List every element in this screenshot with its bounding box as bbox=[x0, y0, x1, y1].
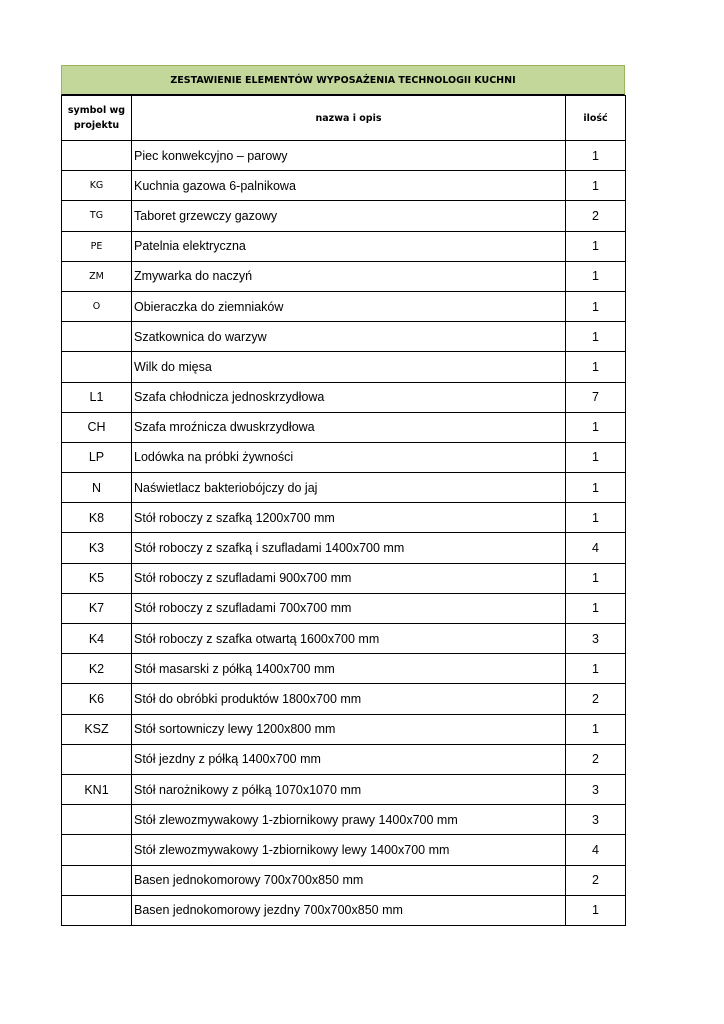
row-name: Taboret grzewczy gazowy bbox=[132, 201, 566, 231]
row-symbol bbox=[62, 805, 132, 835]
table-row bbox=[62, 835, 626, 865]
row-name: Szafa mroźnicza dwuskrzydłowa bbox=[132, 412, 566, 442]
row-qty: 1 bbox=[566, 593, 626, 623]
table-row bbox=[62, 744, 626, 774]
table-body bbox=[62, 141, 626, 926]
table-row bbox=[62, 714, 626, 744]
row-qty: 1 bbox=[566, 714, 626, 744]
row-symbol: KG bbox=[62, 171, 132, 201]
row-qty: 1 bbox=[566, 895, 626, 925]
row-name: Stół sortowniczy lewy 1200x800 mm bbox=[132, 714, 566, 744]
table-row bbox=[62, 473, 626, 503]
row-symbol bbox=[62, 865, 132, 895]
row-name: Obieraczka do ziemniaków bbox=[132, 291, 566, 321]
row-qty: 2 bbox=[566, 865, 626, 895]
row-symbol: K2 bbox=[62, 654, 132, 684]
table-row bbox=[62, 865, 626, 895]
row-name: Stół zlewozmywakowy 1-zbiornikowy prawy 1400x700 mm bbox=[132, 805, 566, 835]
row-symbol: K3 bbox=[62, 533, 132, 563]
table-row bbox=[62, 261, 626, 291]
row-qty: 1 bbox=[566, 352, 626, 382]
row-symbol: N bbox=[62, 473, 132, 503]
row-name: Stół roboczy z szufladami 700x700 mm bbox=[132, 593, 566, 623]
row-name: Naświetlacz bakteriobójczy do jaj bbox=[132, 473, 566, 503]
row-symbol: KSZ bbox=[62, 714, 132, 744]
row-qty: 1 bbox=[566, 322, 626, 352]
row-symbol bbox=[62, 352, 132, 382]
table-row bbox=[62, 895, 626, 925]
header-symbol-line2: projektu bbox=[73, 120, 120, 131]
row-qty: 1 bbox=[566, 291, 626, 321]
row-name: Stół roboczy z szufladami 900x700 mm bbox=[132, 563, 566, 593]
row-name: Basen jednokomorowy jezdny 700x700x850 mm bbox=[132, 895, 566, 925]
table-row bbox=[62, 352, 626, 382]
row-qty: 3 bbox=[566, 805, 626, 835]
row-qty: 1 bbox=[566, 141, 626, 171]
row-symbol: K7 bbox=[62, 593, 132, 623]
table-row bbox=[62, 533, 626, 563]
table-row bbox=[62, 684, 626, 714]
table-row bbox=[62, 382, 626, 412]
table-row bbox=[62, 171, 626, 201]
row-name: Basen jednokomorowy 700x700x850 mm bbox=[132, 865, 566, 895]
row-qty: 1 bbox=[566, 473, 626, 503]
row-qty: 1 bbox=[566, 503, 626, 533]
row-name: Stół do obróbki produktów 1800x700 mm bbox=[132, 684, 566, 714]
row-qty: 1 bbox=[566, 563, 626, 593]
row-name: Stół roboczy z szafką i szufladami 1400x700 mm bbox=[132, 533, 566, 563]
row-name: Stół narożnikowy z półką 1070x1070 mm bbox=[132, 774, 566, 804]
row-name: Szafa chłodnicza jednoskrzydłowa bbox=[132, 382, 566, 412]
row-symbol bbox=[62, 744, 132, 774]
table-row bbox=[62, 291, 626, 321]
row-name: Stół zlewozmywakowy 1-zbiornikowy lewy 1400x700 mm bbox=[132, 835, 566, 865]
header-name: nazwa i opis bbox=[132, 96, 566, 141]
row-name: Stół jezdny z półką 1400x700 mm bbox=[132, 744, 566, 774]
row-name: Stół roboczy z szafką 1200x700 mm bbox=[132, 503, 566, 533]
header-symbol bbox=[62, 96, 132, 141]
equipment-table bbox=[61, 95, 626, 926]
row-symbol: K6 bbox=[62, 684, 132, 714]
row-symbol: CH bbox=[62, 412, 132, 442]
table-row bbox=[62, 624, 626, 654]
row-symbol bbox=[62, 141, 132, 171]
header-qty: ilość bbox=[566, 96, 626, 141]
row-qty: 2 bbox=[566, 684, 626, 714]
row-symbol: LP bbox=[62, 442, 132, 472]
table-row bbox=[62, 412, 626, 442]
table-row bbox=[62, 805, 626, 835]
table-row bbox=[62, 231, 626, 261]
row-qty: 3 bbox=[566, 774, 626, 804]
row-name: Stół roboczy z szafka otwartą 1600x700 mm bbox=[132, 624, 566, 654]
row-qty: 1 bbox=[566, 261, 626, 291]
sheet-title: ZESTAWIENIE ELEMENTÓW WYPOSAŻENIA TECHNOLOGII KUCHNI bbox=[61, 65, 625, 95]
row-name: Kuchnia gazowa 6-palnikowa bbox=[132, 171, 566, 201]
row-qty: 7 bbox=[566, 382, 626, 412]
row-name: Wilk do mięsa bbox=[132, 352, 566, 382]
row-qty: 2 bbox=[566, 201, 626, 231]
row-qty: 4 bbox=[566, 835, 626, 865]
table-row bbox=[62, 322, 626, 352]
row-symbol: ZM bbox=[62, 261, 132, 291]
row-qty: 1 bbox=[566, 231, 626, 261]
header-row bbox=[62, 96, 626, 141]
row-qty: 1 bbox=[566, 171, 626, 201]
row-name: Lodówka na próbki żywności bbox=[132, 442, 566, 472]
row-symbol: KN1 bbox=[62, 774, 132, 804]
row-qty: 2 bbox=[566, 744, 626, 774]
row-symbol: PE bbox=[62, 231, 132, 261]
table-row bbox=[62, 141, 626, 171]
table-row bbox=[62, 563, 626, 593]
equipment-sheet bbox=[61, 65, 625, 926]
row-name: Zmywarka do naczyń bbox=[132, 261, 566, 291]
row-name: Patelnia elektryczna bbox=[132, 231, 566, 261]
row-symbol: K4 bbox=[62, 624, 132, 654]
row-symbol: L1 bbox=[62, 382, 132, 412]
row-qty: 4 bbox=[566, 533, 626, 563]
table-row bbox=[62, 201, 626, 231]
row-symbol: TG bbox=[62, 201, 132, 231]
row-symbol: O bbox=[62, 291, 132, 321]
row-symbol: K8 bbox=[62, 503, 132, 533]
row-symbol: K5 bbox=[62, 563, 132, 593]
table-row bbox=[62, 774, 626, 804]
row-symbol bbox=[62, 835, 132, 865]
row-qty: 1 bbox=[566, 442, 626, 472]
row-name: Stół masarski z półką 1400x700 mm bbox=[132, 654, 566, 684]
row-name: Piec konwekcyjno – parowy bbox=[132, 141, 566, 171]
table-row bbox=[62, 654, 626, 684]
table-row bbox=[62, 442, 626, 472]
row-qty: 1 bbox=[566, 412, 626, 442]
row-qty: 3 bbox=[566, 624, 626, 654]
header-symbol-line1: symbol wg bbox=[67, 105, 126, 116]
row-qty: 1 bbox=[566, 654, 626, 684]
table-row bbox=[62, 593, 626, 623]
table-row bbox=[62, 503, 626, 533]
row-name: Szatkownica do warzyw bbox=[132, 322, 566, 352]
row-symbol bbox=[62, 895, 132, 925]
row-symbol bbox=[62, 322, 132, 352]
